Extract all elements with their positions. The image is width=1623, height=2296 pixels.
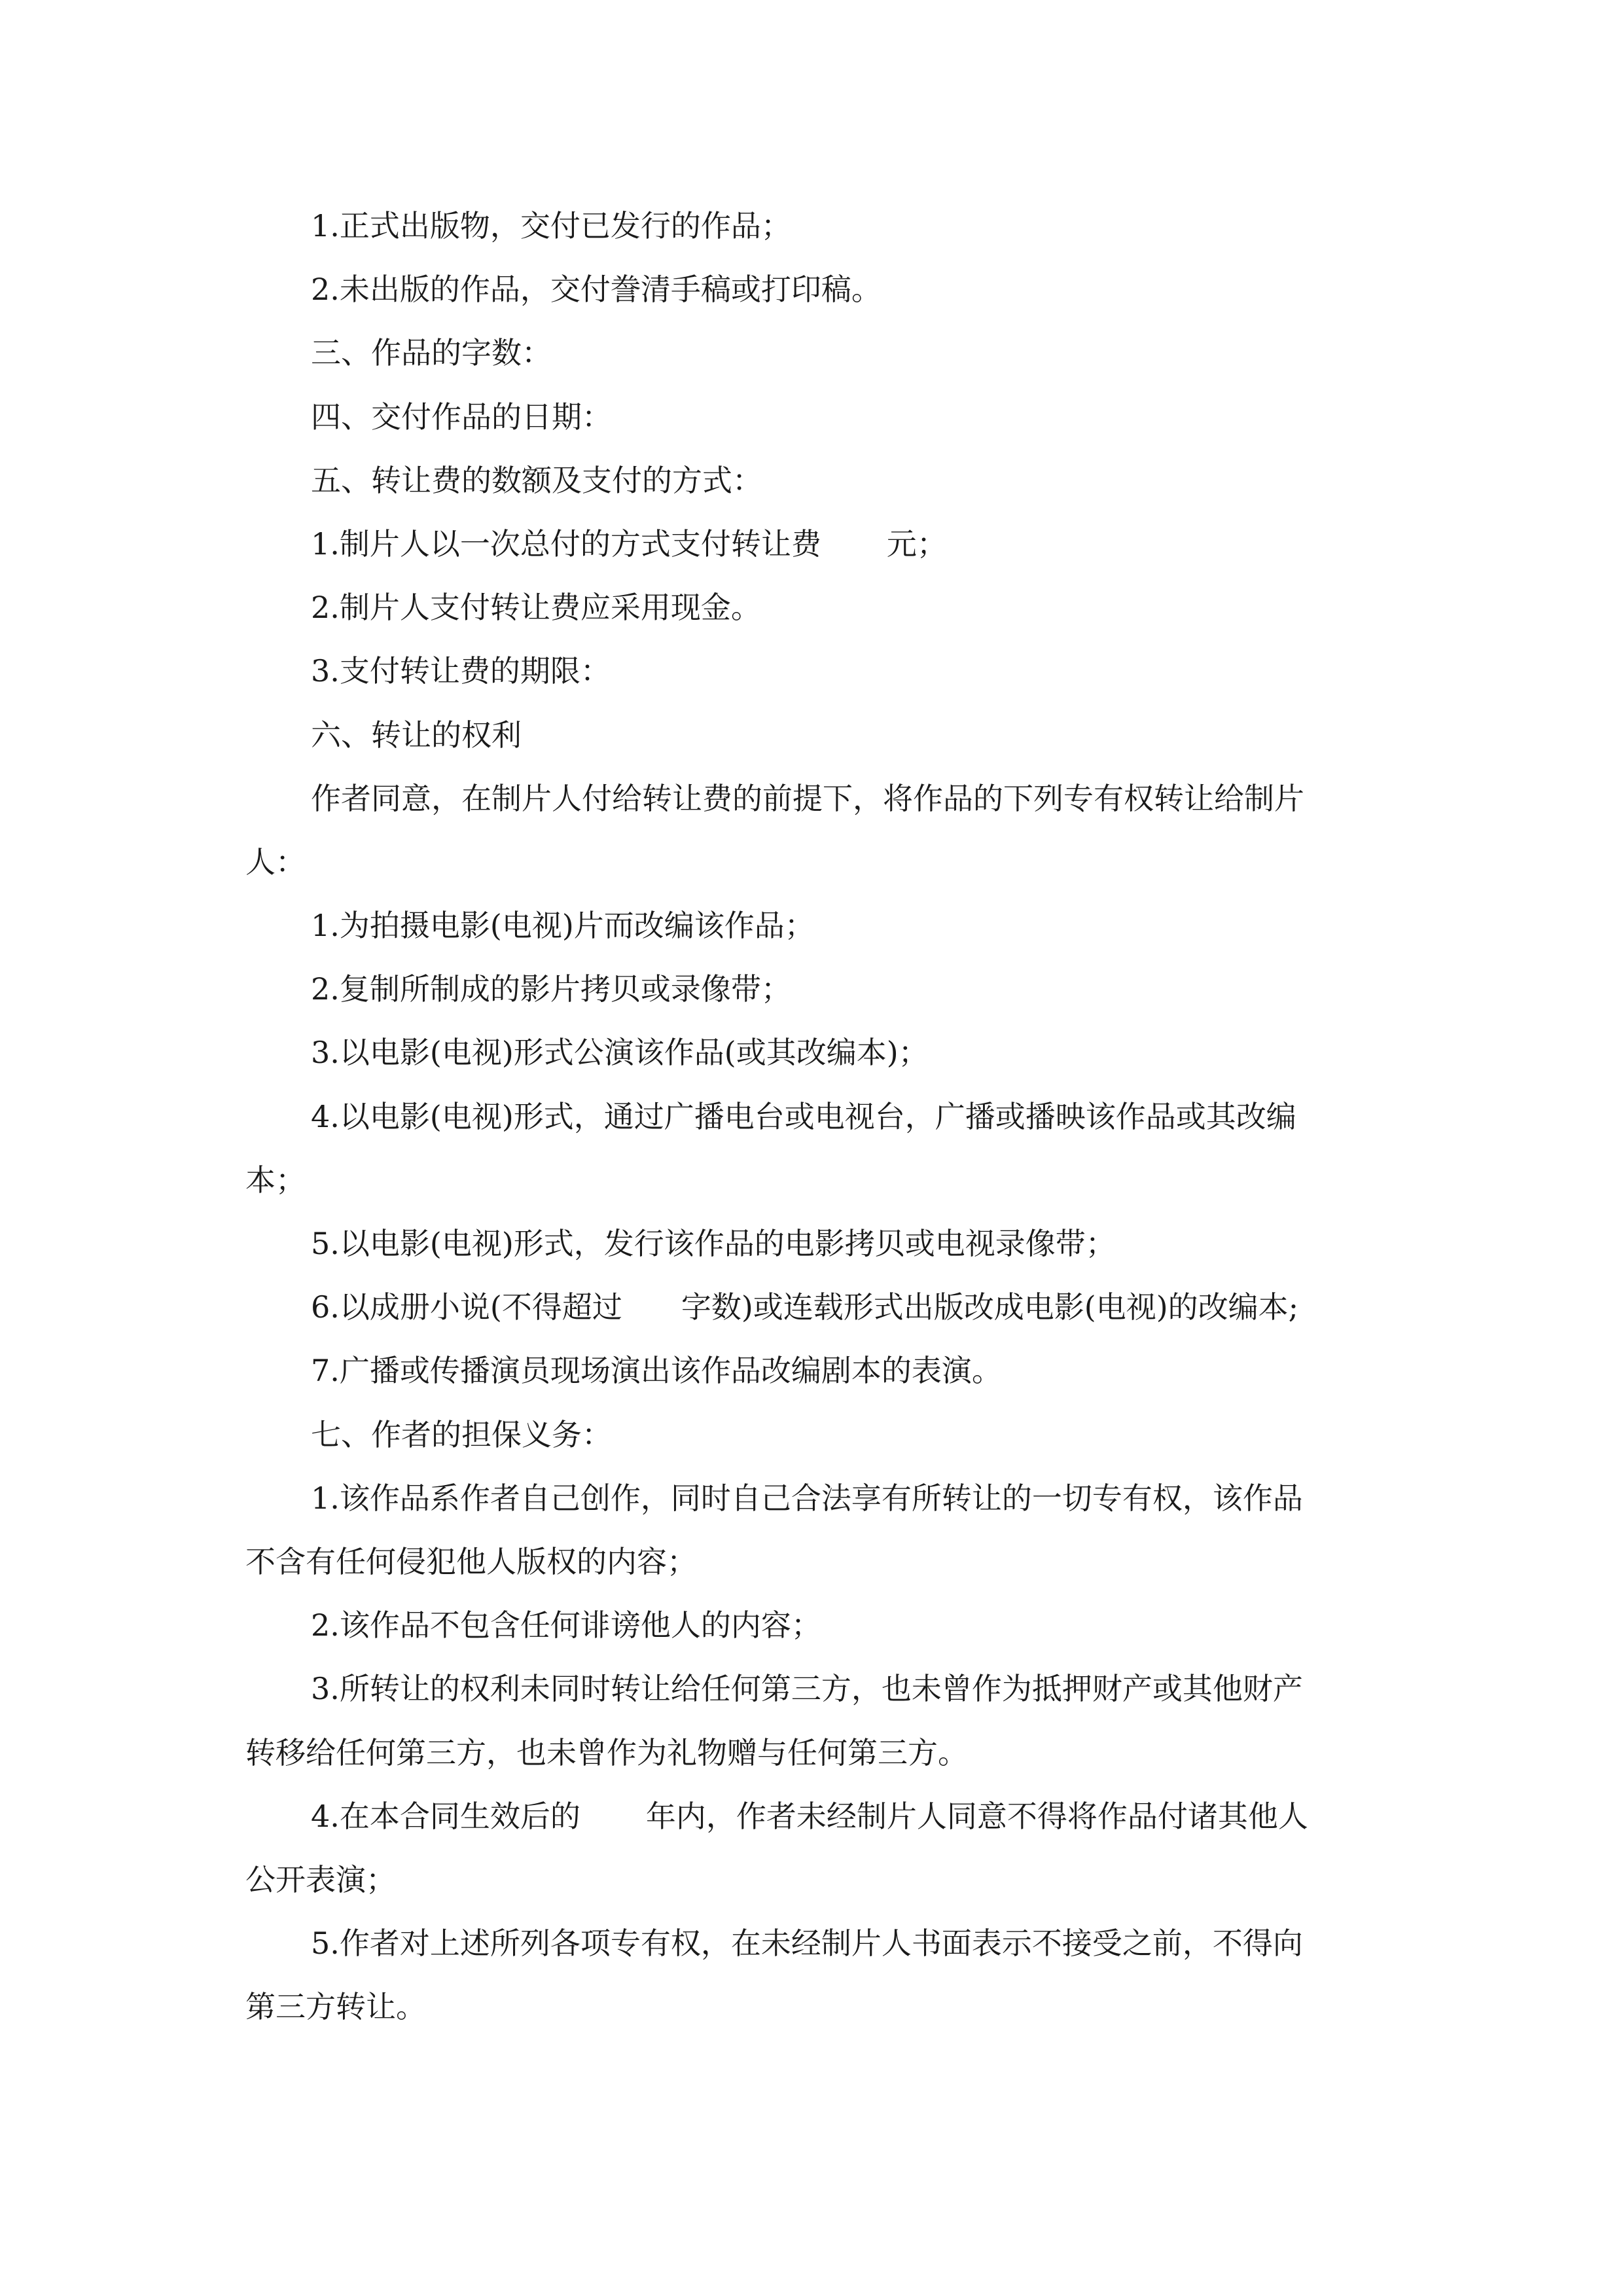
- paragraph-line: 2.未出版的作品，交付誊清手稿或打印稿。: [311, 272, 882, 308]
- paragraph-line: 本；: [245, 1162, 306, 1198]
- paragraph-line: 第三方转让。: [245, 1989, 426, 2025]
- paragraph-line: 2.复制所制成的影片拷贝或录像带；: [311, 971, 791, 1007]
- section-heading: 三、作品的字数：: [311, 335, 552, 371]
- paragraph-line: 作者同意，在制片人付给转让费的前提下，将作品的下列专有权转让给制片: [311, 780, 1304, 816]
- paragraph-line: 5.以电影(电视)形式，发行该作品的电影拷贝或电视录像带；: [311, 1226, 1116, 1261]
- document-body: [245, 203, 1381, 2047]
- section-heading: 五、转让费的数额及支付的方式：: [311, 462, 762, 498]
- paragraph-line: 3.所转让的权利未同时转让给任何第三方，也未曾作为抵押财产或其他财产: [311, 1671, 1303, 1707]
- paragraph-line: 5.作者对上述所列各项专有权，在未经制片人书面表示不接受之前，不得向: [311, 1926, 1303, 1962]
- paragraph-line: [245, 1793, 1381, 1857]
- section-heading: 四、交付作品的日期：: [311, 399, 612, 435]
- paragraph-line: 公开表演；: [245, 1861, 396, 1897]
- paragraph-line: [245, 521, 1381, 584]
- line-text: 1.制片人以一次总付的方式支付转让费: [311, 526, 821, 562]
- paragraph-line: 3.支付转让费的期限：: [311, 653, 611, 689]
- line-text: 元；: [886, 526, 947, 562]
- section-heading: 六、转让的权利: [311, 717, 522, 753]
- paragraph-line: 1.为拍摄电影(电视)片而改编该作品；: [311, 908, 815, 944]
- paragraph-line: 7.广播或传播演员现场演出该作品改编剧本的表演。: [311, 1353, 1002, 1389]
- paragraph-line: 2.该作品不包含任何诽谤他人的内容；: [311, 1607, 821, 1643]
- paragraph-line: 4.以电影(电视)形式，通过广播电台或电视台，广播或播映该作品或其改编: [311, 1098, 1296, 1134]
- paragraph-line: 转移给任何第三方，也未曾作为礼物赠与任何第三方。: [245, 1734, 968, 1770]
- paragraph-line: 不含有任何侵犯他人版权的内容；: [245, 1543, 697, 1579]
- paragraph-line: 1.该作品系作者自己创作，同时自己合法享有所转让的一切专有权，该作品: [311, 1480, 1303, 1516]
- paragraph-line: 3.以电影(电视)形式公演该作品(或其改编本)；: [311, 1035, 929, 1071]
- line-text: 字数)或连载形式出版改成电影(电视)的改编本;: [681, 1289, 1299, 1325]
- line-text: 6.以成册小说(不得超过: [311, 1289, 622, 1325]
- paragraph-line: 1.正式出版物，交付已发行的作品；: [311, 208, 791, 243]
- line-text: 4.在本合同生效后的: [311, 1798, 580, 1834]
- paragraph-line: 2.制片人支付转让费应采用现金。: [311, 590, 761, 626]
- paragraph-line: 人：: [245, 844, 306, 880]
- line-text: 年内，作者未经制片人同意不得将作品付诸其他人: [645, 1798, 1308, 1834]
- paragraph-line: [245, 1284, 1381, 1348]
- section-heading: 七、作者的担保义务：: [311, 1416, 612, 1452]
